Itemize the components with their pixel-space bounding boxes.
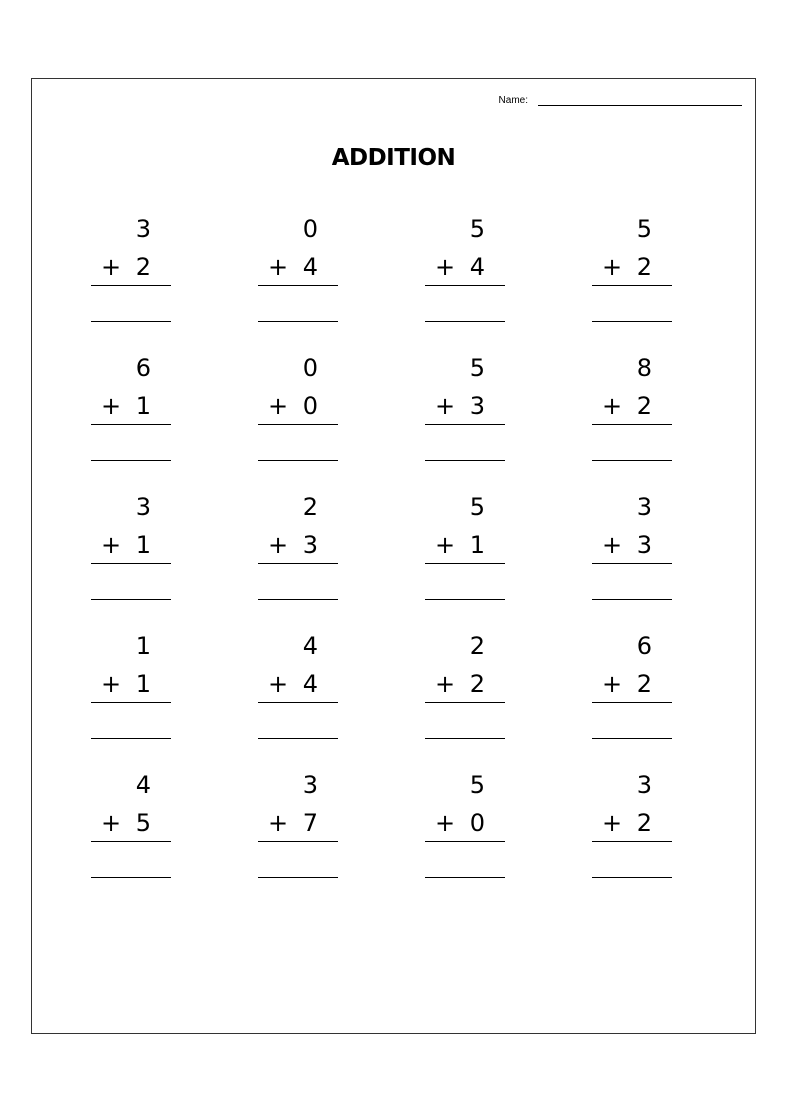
answer-blank-line[interactable] (91, 877, 171, 878)
answer-blank-line[interactable] (91, 738, 171, 739)
worksheet-page (31, 78, 756, 1034)
plus-sign: + (602, 670, 623, 698)
sum-rule-line (258, 563, 338, 564)
plus-sign: + (268, 392, 289, 420)
answer-blank-line[interactable] (592, 599, 672, 600)
addition-problem (425, 492, 505, 631)
addend-bottom-row (435, 391, 485, 421)
plus-sign: + (268, 809, 289, 837)
addend-bottom-row (435, 252, 485, 282)
plus-sign: + (101, 809, 122, 837)
addend-bottom-row (435, 669, 485, 699)
plus-sign: + (435, 670, 456, 698)
addition-problem (425, 353, 505, 492)
addend-bottom-row (101, 530, 151, 560)
addition-problem (91, 492, 171, 631)
addend-top: 5 (636, 215, 652, 243)
addition-problem (425, 770, 505, 909)
addend-top: 5 (469, 493, 485, 521)
plus-sign: + (602, 809, 623, 837)
sum-rule-line (592, 285, 672, 286)
answer-blank-line[interactable] (425, 321, 505, 322)
sum-rule-line (425, 285, 505, 286)
plus-sign: + (268, 531, 289, 559)
addend-bottom: 3 (469, 392, 485, 420)
addend-top: 6 (636, 632, 652, 660)
answer-blank-line[interactable] (91, 460, 171, 461)
addend-top: 5 (469, 771, 485, 799)
addend-bottom: 1 (135, 531, 151, 559)
answer-blank-line[interactable] (258, 738, 338, 739)
addition-problem (258, 770, 338, 909)
addition-problem (91, 214, 171, 353)
addition-problem (592, 770, 672, 909)
addend-top: 4 (302, 632, 318, 660)
sum-rule-line (425, 424, 505, 425)
addition-problem (592, 214, 672, 353)
addend-bottom: 1 (469, 531, 485, 559)
plus-sign: + (435, 392, 456, 420)
addition-problem (91, 770, 171, 909)
addition-problem (425, 631, 505, 770)
addend-bottom: 0 (302, 392, 318, 420)
answer-blank-line[interactable] (425, 599, 505, 600)
addend-bottom-row (101, 391, 151, 421)
sum-rule-line (592, 702, 672, 703)
addend-bottom: 2 (636, 670, 652, 698)
plus-sign: + (268, 670, 289, 698)
plus-sign: + (101, 253, 122, 281)
addend-bottom: 4 (469, 253, 485, 281)
answer-blank-line[interactable] (592, 738, 672, 739)
addend-top: 0 (302, 215, 318, 243)
answer-blank-line[interactable] (425, 738, 505, 739)
sum-rule-line (425, 702, 505, 703)
plus-sign: + (602, 392, 623, 420)
addend-bottom: 3 (302, 531, 318, 559)
sum-rule-line (592, 841, 672, 842)
answer-blank-line[interactable] (91, 321, 171, 322)
answer-blank-line[interactable] (258, 321, 338, 322)
addend-top: 3 (135, 215, 151, 243)
addition-problem (258, 631, 338, 770)
addend-top: 3 (302, 771, 318, 799)
sum-rule-line (91, 424, 171, 425)
addition-problem (91, 353, 171, 492)
sum-rule-line (91, 563, 171, 564)
addend-bottom: 1 (135, 392, 151, 420)
addend-bottom-row (602, 391, 652, 421)
addend-bottom: 2 (135, 253, 151, 281)
addend-bottom: 5 (135, 809, 151, 837)
addend-bottom: 2 (469, 670, 485, 698)
addend-bottom-row (602, 669, 652, 699)
sum-rule-line (258, 841, 338, 842)
addend-top: 3 (135, 493, 151, 521)
plus-sign: + (602, 253, 623, 281)
addend-bottom-row (435, 530, 485, 560)
addend-bottom: 4 (302, 670, 318, 698)
addend-bottom-row (602, 252, 652, 282)
plus-sign: + (101, 531, 122, 559)
name-blank-line[interactable] (538, 105, 742, 106)
addend-top: 3 (636, 493, 652, 521)
addend-top: 6 (135, 354, 151, 382)
plus-sign: + (435, 809, 456, 837)
worksheet-title: ADDITION (331, 145, 456, 171)
sum-rule-line (592, 424, 672, 425)
addend-bottom: 0 (469, 809, 485, 837)
addend-bottom-row (268, 391, 318, 421)
sum-rule-line (425, 841, 505, 842)
plus-sign: + (602, 531, 623, 559)
addition-problem (592, 631, 672, 770)
addend-bottom: 3 (636, 531, 652, 559)
addition-problem (258, 214, 338, 353)
plus-sign: + (435, 531, 456, 559)
problem-grid (91, 214, 672, 909)
addend-bottom-row (101, 669, 151, 699)
answer-blank-line[interactable] (592, 321, 672, 322)
addition-problem (91, 631, 171, 770)
addend-top: 0 (302, 354, 318, 382)
name-label: Name: (498, 95, 528, 106)
addend-top: 2 (469, 632, 485, 660)
addend-top: 2 (302, 493, 318, 521)
addend-bottom: 7 (302, 809, 318, 837)
answer-blank-line[interactable] (425, 460, 505, 461)
sum-rule-line (258, 702, 338, 703)
sum-rule-line (91, 841, 171, 842)
addend-bottom-row (268, 252, 318, 282)
addition-problem (592, 353, 672, 492)
answer-blank-line[interactable] (425, 877, 505, 878)
sum-rule-line (592, 563, 672, 564)
addend-bottom: 4 (302, 253, 318, 281)
answer-blank-line[interactable] (258, 877, 338, 878)
addend-bottom-row (101, 252, 151, 282)
plus-sign: + (268, 253, 289, 281)
plus-sign: + (101, 392, 122, 420)
answer-blank-line[interactable] (258, 599, 338, 600)
addend-bottom-row (268, 530, 318, 560)
addend-bottom: 1 (135, 670, 151, 698)
plus-sign: + (101, 670, 122, 698)
addition-problem (258, 353, 338, 492)
addition-problem (592, 492, 672, 631)
addend-bottom-row (602, 530, 652, 560)
plus-sign: + (435, 253, 456, 281)
addend-top: 5 (469, 354, 485, 382)
sum-rule-line (258, 424, 338, 425)
addend-top: 8 (636, 354, 652, 382)
answer-blank-line[interactable] (258, 460, 338, 461)
addend-bottom-row (101, 808, 151, 838)
addend-top: 1 (135, 632, 151, 660)
sum-rule-line (425, 563, 505, 564)
addend-top: 4 (135, 771, 151, 799)
answer-blank-line[interactable] (592, 877, 672, 878)
addend-top: 3 (636, 771, 652, 799)
name-field-row (499, 95, 742, 107)
addend-bottom: 2 (636, 253, 652, 281)
addend-bottom-row (268, 669, 318, 699)
addend-top: 5 (469, 215, 485, 243)
answer-blank-line[interactable] (592, 460, 672, 461)
addend-bottom-row (435, 808, 485, 838)
addend-bottom-row (268, 808, 318, 838)
answer-blank-line[interactable] (91, 599, 171, 600)
addend-bottom-row (602, 808, 652, 838)
sum-rule-line (91, 702, 171, 703)
sum-rule-line (91, 285, 171, 286)
addition-problem (258, 492, 338, 631)
addend-bottom: 2 (636, 392, 652, 420)
addition-problem (425, 214, 505, 353)
sum-rule-line (258, 285, 338, 286)
addend-bottom: 2 (636, 809, 652, 837)
